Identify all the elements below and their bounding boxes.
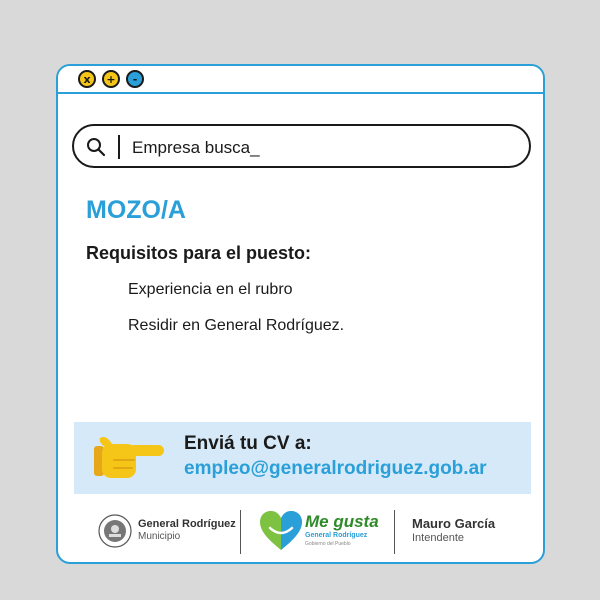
email-link[interactable]: empleo@generalrodriguez.gob.ar [184,458,487,479]
heart-logo-icon [258,510,304,552]
municipality-name: General Rodríguez [138,518,236,530]
cta-label: Enviá tu CV a: [184,433,312,454]
cta-banner [74,422,531,494]
brand-subtitle: General Rodríguez [305,532,368,539]
app-window [56,64,545,564]
text-cursor [118,135,120,159]
job-title: MOZO/A [86,196,186,224]
title-bar [58,66,543,94]
municipal-seal-icon [98,514,132,548]
footer [58,504,543,560]
footer-divider [240,510,241,554]
search-bar[interactable] [72,124,531,168]
brand-name: Me gusta [305,512,379,531]
brand-tagline: Gobierno del Pueblo [305,541,351,547]
minimize-icon[interactable]: - [126,70,144,88]
official-name: Mauro García [412,516,496,531]
pointing-hand-icon [92,432,166,484]
search-input[interactable]: Empresa busca_ [132,138,260,157]
plus-icon[interactable]: + [102,70,120,88]
footer-divider [394,510,395,554]
requirements-heading: Requisitos para el puesto: [86,243,312,263]
requirement-item: Experiencia en el rubro [128,281,293,298]
requirement-item: Residir en General Rodríguez. [128,317,345,334]
search-icon [86,137,106,157]
official-role: Intendente [412,532,464,544]
municipality-subtitle: Municipio [138,531,181,542]
close-icon[interactable]: x [78,70,96,88]
